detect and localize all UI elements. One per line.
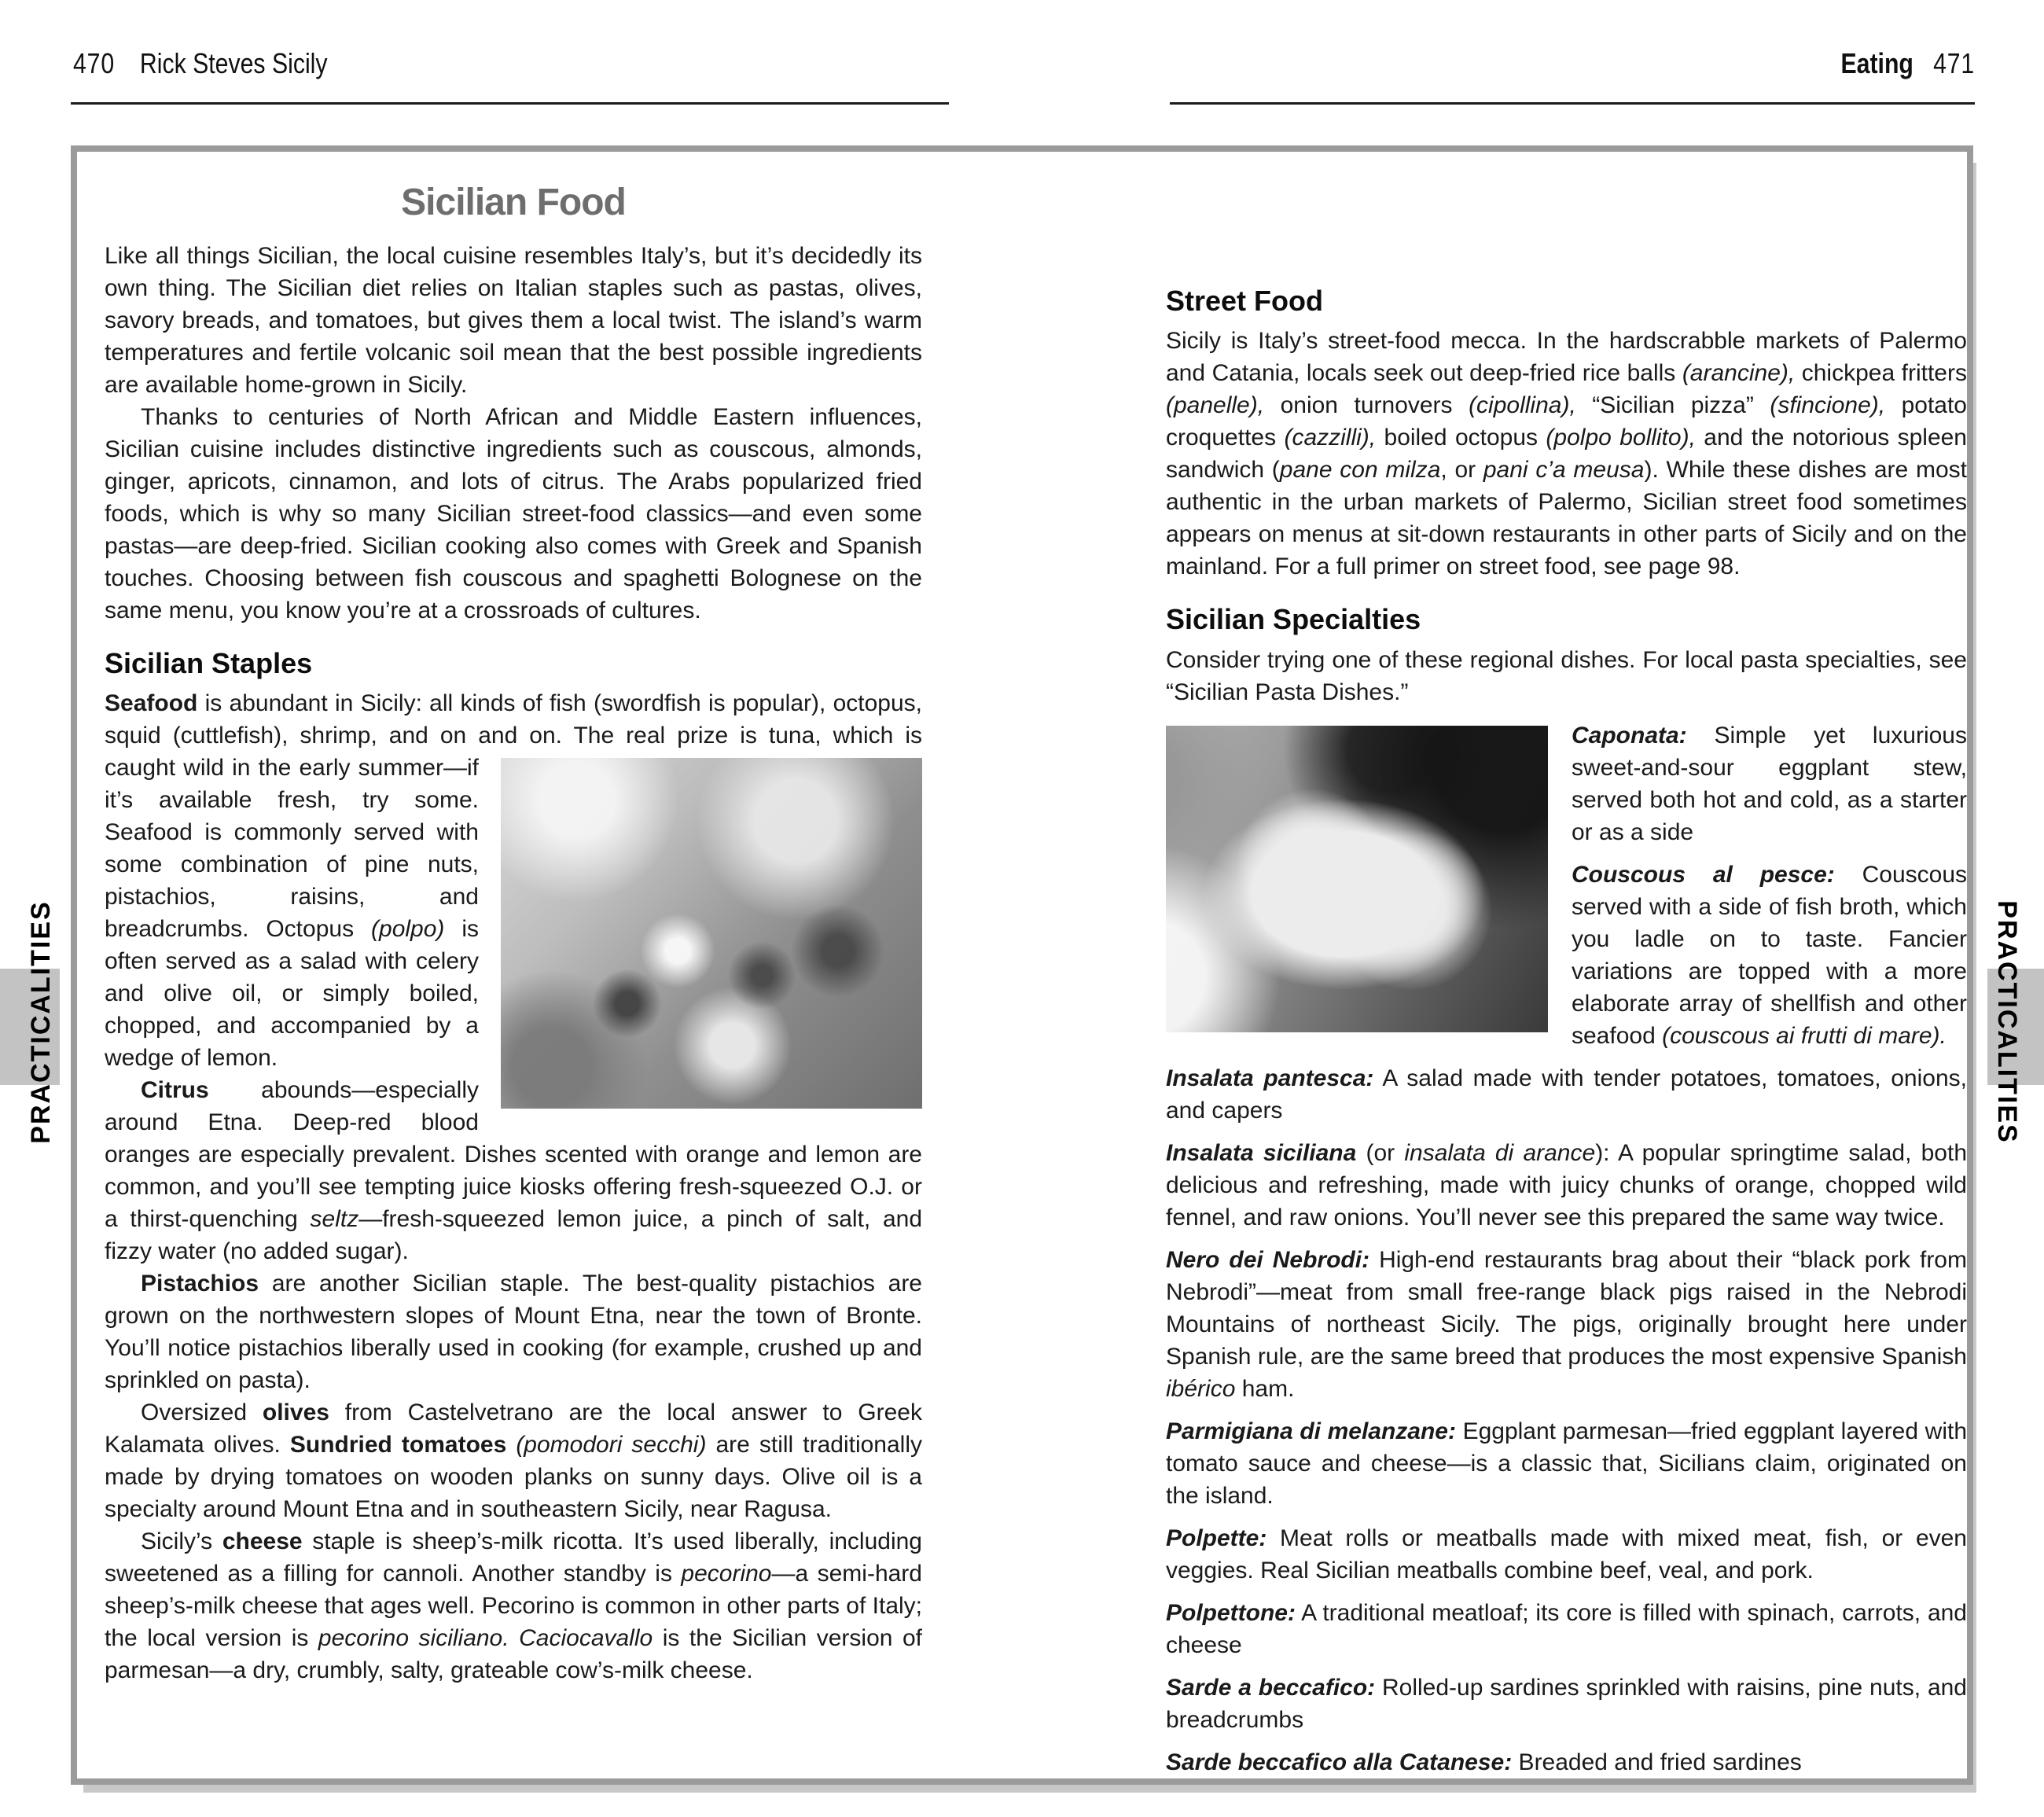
paragraph-street-food: Sicily is Italy’s street-food mecca. In the hardscrabble markets of Palermo and Catania, locals seek out deep-fried rice balls (arancine), chickpea fritters (panelle), onion turnovers (cipollina), “Sicilian pizza” (sfincione), potato croquettes (cazzilli), boiled octopus (polpo bollito), and the notorious spleen sandwich (pane con milza, or pani c’a meusa). While these dishes are most authentic in the urban markets of Palermo, Sicilian street food sometimes appears on menus at sit-down restaurants in other parts of Sicily and on the mainland. For a full primer on street food, see page 98. [1166,328,1967,580]
paragraph-olives: Oversized olives from Castelvetrano are the local answer to Greek Kalamata olives. Sundried tomatoes (pomodori secchi) are still traditionally made by drying tomatoes on wooden planks on sunny days. Olive oil is a specialty around Mount Etna and in southeastern Sicily, near Ragusa. [105,1400,922,1523]
running-head-left [73,47,376,80]
page-number-left: 470 [73,47,115,79]
page-number-right: 471 [1933,47,1975,79]
paragraph-seafood-lead: Seafood is abundant in Sicily: all kinds of fish (swordfish is popular), octopus, squid (cuttlefish), shrimp, and on and on. The real [105,690,922,749]
section-heading-sicilian-specialties: Sicilian Specialties [1166,603,1421,636]
paragraph-intro-2: Thanks to centuries of North African and Middle Eastern influences, Sicilian cuisine includes distinctive ingredients such as couscous, almonds, ginger, apricots, cinnamon, and lots of citrus. The Arabs popularized fried foods, which is why so many Sicilian street-food classics—and even some pastas—are deep-fried. Sicilian cooking also comes with Greek and Spanish touches. Choosing between fish couscous and spaghetti Bolognese on the same menu, you know you’re at a crossroads of cultures. [105,404,922,623]
right-page-column [1166,285,1967,1772]
specialty-entry-polpette: Polpette: Meat rolls or meatballs made with mixed meat, fish, or even veggies. Real Sicilian meatballs combine beef, veal, and pork. [1166,1525,1967,1583]
specialty-entry-insalata-pantesca: Insalata pantesca: A salad made with tender potatoes, tomatoes, onions, and capers [1166,1065,1967,1124]
paragraph-seafood-rest: prize is tuna, which is caught wild in the early summer—if it’s available fresh, try some. Seafood is commonly served with some combination of pine nuts, pistachios, raisins, and breadcrumbs. Octopus (polpo) is often served as a salad with celery and olive oil, or simply boiled, chopped, and accompanied by a wedge of lemon. [105,723,922,1072]
section-heading-sicilian-staples: Sicilian Staples [105,647,313,679]
street-food-platter-photo [1166,726,1548,1032]
paragraph-seafood [105,687,922,1074]
specialty-entry-nero-dei-nebrodi: Nero dei Nebrodi: High-end restaurants brag about their “black pork from Nebrodi”—meat from small free-range black pigs raised in the Nebrodi Mountains of northeast Sicily. The pigs, originally brought here under Spanish rule, are the same breed that produces the most expensive Spanish ibérico ham. [1166,1246,1967,1402]
chapter-name: Eating [1840,47,1913,79]
specialty-entry-polpettone: Polpettone: A traditional meatloaf; its core is filled with spinach, carrots, and cheese [1166,1599,1967,1658]
paragraph-intro-1: Like all things Sicilian, the local cuisine resembles Italy’s, but it’s decidedly its own thing. The Sicilian diet relies on Italian staples such as pastas, olives, savory breads, and tomatoes, but gives them a local twist. The island’s warm temperatures and fertile volcanic soil mean that the best possible ingredients are available home-grown in Sicily. [105,243,922,398]
page-title: Sicilian Food [401,182,626,223]
paragraph-specialties-intro: Consider trying one of these regional dishes. For local pasta specialties, see “Sicilian Pasta Dishes.” [1166,646,1967,705]
paragraph-citrus: Citrus abounds—especially around Etna. Deep-red blood oranges are especially prevalent. Dishes scented with orange and lemon are common, and you’ll see tempting juice kiosks offering fresh-squeezed O.J. or a thirst-quenching seltz—fresh-squeezed lemon juice, a pinch of salt, and fizzy water (no added sugar). [105,1077,922,1265]
specialty-entry-caponata [1166,719,1967,848]
running-head-right [1815,47,1975,80]
header-rule-right [1170,102,1975,105]
specialty-entry-parmigiana: Parmigiana di melanzane: Eggplant parmesan—fried eggplant layered with tomato sauce and cheese—is a classic that, Sicilians claim, originated on the island. [1166,1418,1967,1509]
specialty-entry-couscous: Couscous al pesce: Couscous served with a side of fish broth, which you ladle on to taste. Fancier variations are topped with a more elaborate array of shellfish and other seafood (couscous ai frutti di mare). [1572,861,1967,1049]
left-page-column [105,181,922,1769]
header-rule-left [71,102,949,105]
side-tab-label-right: PRACTICALITIES [1992,900,2022,1144]
specialty-entry-sarde-a-beccafico: Sarde a beccafico: Rolled-up sardines sprinkled with raisins, pine nuts, and breadcrumbs [1166,1674,1967,1733]
specialty-entry-sarde-beccafico-catanese: Sarde beccafico alla Catanese: Breaded and fried sardines [1166,1749,1802,1772]
section-heading-street-food: Street Food [1166,285,1324,317]
book-title: Rick Steves Sicily [139,47,328,79]
paragraph-cheese: Sicily’s cheese staple is sheep’s-milk ricotta. It’s used liberally, including sweetened as a filling for cannoli. Another standby is pecorino—a semi-hard sheep’s-milk cheese that ages well. Pecorino is common in other parts of Italy; the local version is pecorino siciliano. Caciocavallo is the Sicilian version of parmesan—a dry, crumbly, salty, grateable cow’s-milk cheese. [105,1528,922,1684]
specialty-entry-insalata-siciliana: Insalata siciliana (or insalata di arance): A popular springtime salad, both delicious and refreshing, made with juicy chunks of orange, chopped wild fennel, and raw onions. You’ll never see this prepared the same way twice. [1166,1139,1967,1230]
paragraph-pistachios: Pistachios are another Sicilian staple. The best-quality pistachios are grown on the northwestern slopes of Mount Etna, near the town of Bronte. You’ll notice pistachios liberally used in cooking (for example, crushed up and sprinkled on pasta). [105,1271,922,1394]
octopus-salad-photo [501,758,922,1109]
specialty-caponata-text: Caponata: Simple yet luxurious sweet-and-sour eggplant stew, served both hot and cold, as a starter or as a side [1572,722,1967,845]
side-tab-label-left: PRACTICALITIES [26,900,56,1144]
